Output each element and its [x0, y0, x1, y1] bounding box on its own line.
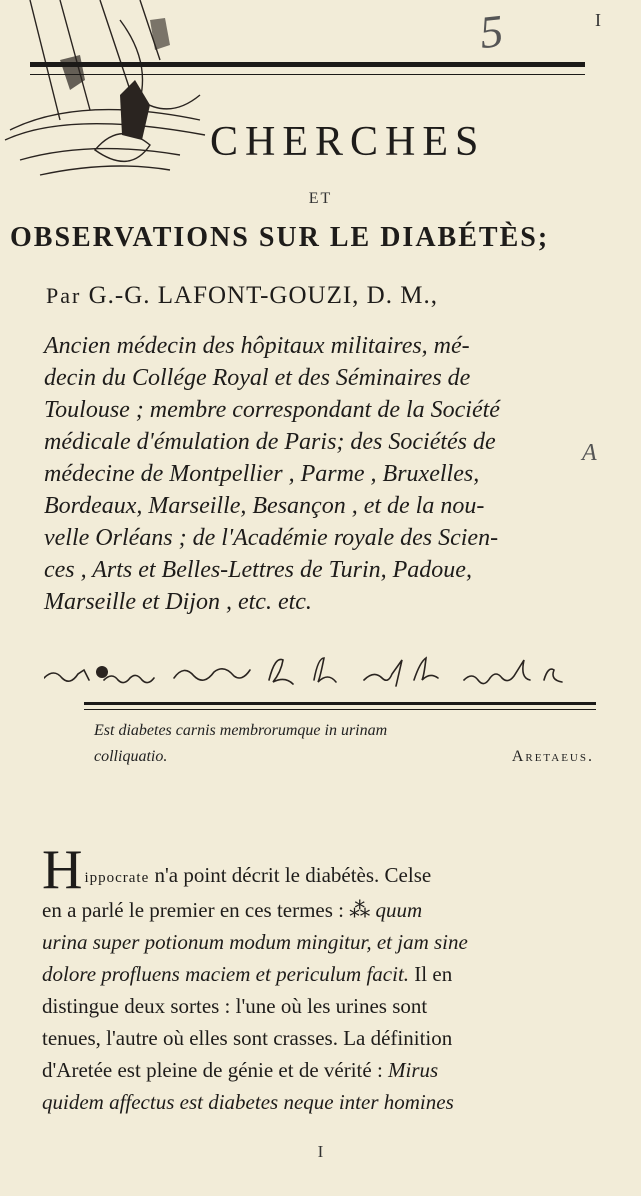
body-smallcaps: ippocrate — [84, 870, 150, 886]
handwritten-inscription — [44, 650, 634, 690]
body-line: en a parlé le premier en ces termes : — [42, 898, 350, 922]
engraved-vignette-ornament — [0, 0, 215, 195]
epigraph-attribution: Aretaeus. — [511, 748, 594, 765]
credentials-line: ces , Arts et Belles-Lettres de Turin, Padoue, — [44, 557, 472, 583]
credentials-line: Toulouse ; membre correspondant de la Société — [44, 397, 500, 423]
page-folio: I — [317, 1142, 324, 1161]
author-par: Par — [46, 283, 82, 308]
body-line: d'Aretée est pleine de génie et de vérité : — [42, 1058, 389, 1082]
top-double-rule — [30, 62, 585, 75]
body-line: quidem affectus est diabetes neque inter homines — [42, 1090, 454, 1114]
credentials-line: Bordeaux, Marseille, Besançon , et de la nou- — [44, 493, 485, 519]
credentials-line: decin du Collége Royal et des Séminaires de — [44, 365, 471, 391]
credentials-line: médicale d'émulation de Paris; des Sociétés de — [44, 429, 496, 455]
margin-annotation: A — [582, 440, 597, 466]
drop-cap: H — [42, 839, 83, 901]
body-line: urina super potionum modum mingitur, et jam sine — [42, 930, 468, 954]
page-mark-roman: I — [595, 10, 601, 30]
body-symbol: ⁂ — [349, 898, 371, 922]
body-line: Il en — [409, 962, 453, 986]
body-line: distingue deux sortes : l'une où les urines sont — [42, 994, 428, 1018]
author-line — [46, 282, 438, 310]
credentials-line: Ancien médecin des hôpitaux militaires, mé- — [44, 333, 470, 359]
body-line: tenues, l'autre où elles sont crasses. La définition — [42, 1026, 453, 1050]
credentials-line: médecine de Montpellier , Parme , Bruxelles, — [44, 461, 480, 487]
title-conjunction: ET — [308, 190, 333, 207]
author-credentials — [44, 330, 604, 618]
epigraph-rule — [84, 702, 596, 710]
epigraph-text-line: colliquatio. — [94, 748, 168, 765]
credentials-line: Marseille et Dijon , etc. etc. — [44, 589, 312, 615]
credentials-line: velle Orléans ; de l'Académie royale des Scien- — [44, 525, 499, 551]
body-paragraph — [42, 839, 602, 1118]
body-italic: dolore profluens maciem et periculum facit. — [42, 962, 410, 986]
title-main: CHERCHES — [210, 119, 486, 165]
epigraph-text-line: Est diabetes carnis membrorumque in urinam — [94, 722, 388, 739]
body-italic: Mirus — [388, 1058, 439, 1082]
body-line: n'a point décrit le diabétès. Celse — [149, 863, 432, 887]
body-italic: quum — [370, 898, 423, 922]
epigraph — [94, 718, 594, 770]
handwritten-page-mark: 5 — [477, 4, 506, 59]
author-name: G.-G. LAFONT-GOUZI, D. M., — [88, 282, 438, 309]
title-subtitle: OBSERVATIONS SUR LE DIABÉTÈS; — [10, 222, 550, 253]
